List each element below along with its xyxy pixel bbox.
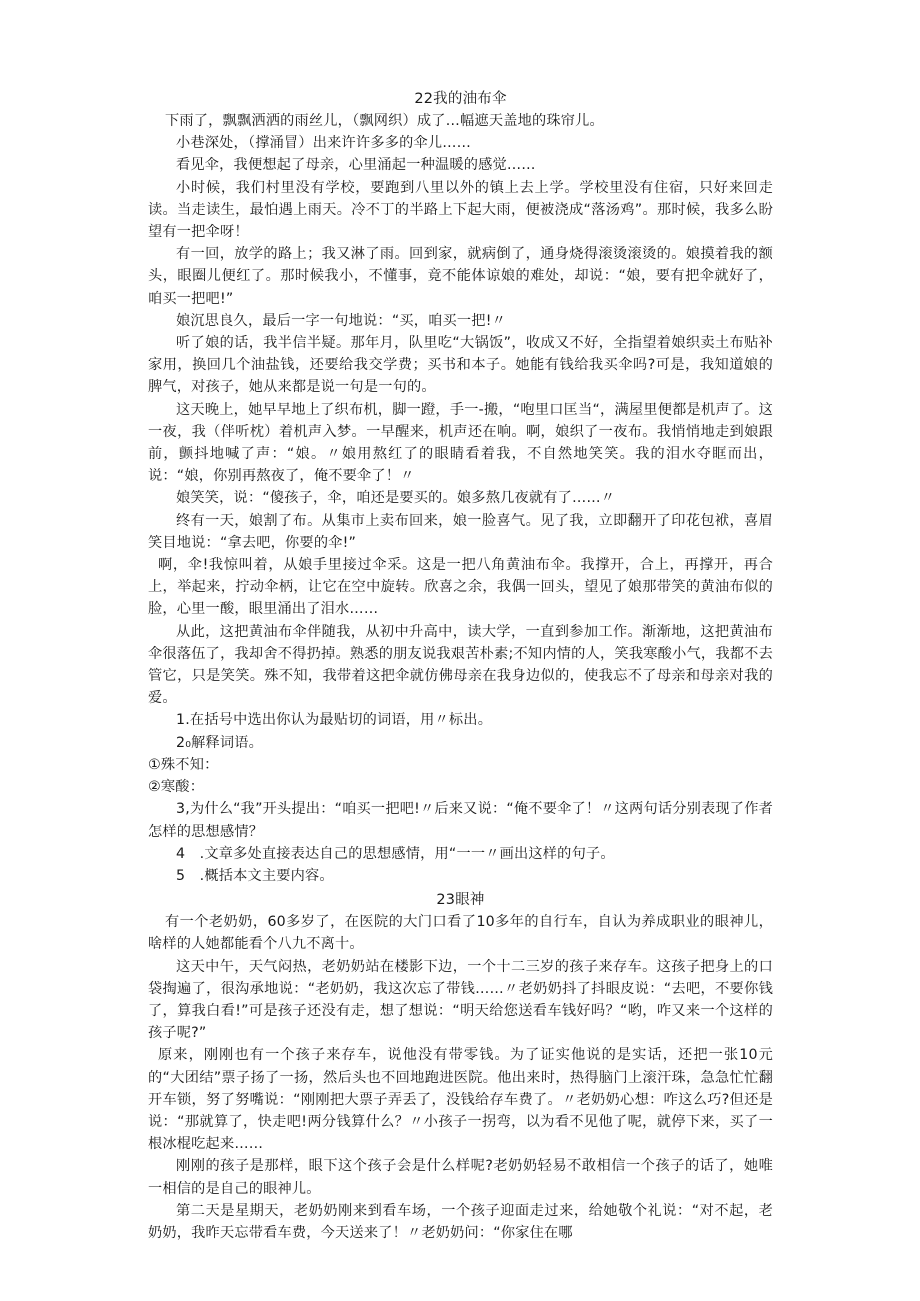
- question-term: ②寒酸：: [148, 779, 205, 796]
- paragraph: 小巷深处，（撑涌冒）出来许许多多的伞儿……: [176, 135, 472, 152]
- paragraph: 看见伞，我便想起了母亲，心里涌起一种温暖的感觉……: [176, 157, 536, 174]
- question: 2₀解释词语。: [176, 734, 264, 751]
- story-title-umbrella: 22我的油布伞: [414, 91, 507, 107]
- paragraph: 有一个老奶奶，60多岁了，在医院的大门口看了10多年的自行车，自认为养成职业的眼神儿，啥样的人她都能看个八九不离十。: [148, 914, 773, 953]
- paragraph: 下雨了，飘飘洒洒的雨丝儿，（飘网织）成了…幅遮天盖地的珠帘儿。: [165, 113, 604, 129]
- document-page: [148, 88, 773, 1244]
- paragraph: 娘沉思良久，最后一字一句地说：“买，咱买一把!〃: [176, 312, 506, 329]
- paragraph: 从此，这把黄油布伞伴随我，从初中升高中，读大学，一直到参加工作。渐渐地，这把黄油布伞很落伍了，我却舍不得扔掉。熟悉的朋友说我艰苦朴素;不知内情的人，笑我寒酸小气，我都不去管它，只是笑笑。殊不知，我带着这把伞就仿佛母亲在我身边似的，使我忘不了母亲和母亲对我的爱。: [148, 623, 773, 707]
- story-title-eyes: 23眼神: [436, 892, 485, 909]
- paragraph: 啊，伞!我惊叫着，从娘手里接过伞采。这是一把八角黄油布伞。我撑开，合上，再撑开，再合上，举起来，拧动伞柄，让它在空中旋转。欣喜之余，我偶一回头，望见了娘那带笑的黄油布似的脸，心里一酸，眼里涌出了泪水……: [148, 557, 773, 618]
- paragraph: 第二天是星期天，老奶奶刚来到看车场，一个孩子迎面走过来，给她敬个礼说：“对不起，老奶奶，我昨天忘带看车费，今天送来了！〃老奶奶问：“你家住在哪: [148, 1202, 773, 1241]
- question: 4 .文章多处直接表达自己的思想感情，用“一一〃画出这样的句子。: [176, 845, 615, 862]
- question: 1.在括号中选出你认为最贴切的词语，用〃标出。: [176, 712, 493, 729]
- paragraph: 这天晚上，她早早地上了织布机，脚一蹬，手一-搬，“咆里口匡当“，满屋里便都是机声了。这一夜，我（伴听枕）着机声入梦。一早醒来，机声还在响。啊，娘织了一夜布。我悄悄地走到娘跟前，颤抖地喊了声：“娘。〃娘用熬红了的眼睛看着我，不自然地笑笑。我的泪水夺眶而出，说：“娘，你别再熬夜了，俺不要伞了！〃: [148, 401, 773, 485]
- question-term: ①殊不知：: [148, 756, 219, 773]
- paragraph: 终有一天，娘割了布。从集市上卖布回来，娘一脸喜气。见了我，立即翻开了印花包袱，喜眉笑目地说：“拿去吧，你要的伞!”: [148, 512, 773, 551]
- paragraph: 原来，刚刚也有一个孩子来存车，说他没有带零钱。为了证实他说的是实话，还把一张10元的“大团结”票子扬了一扬，然后头也不回地跑进医院。他出来时，热得脑门上滚汗珠，急急忙忙翻开车锁，努了努嘴说：“刚刚把大票子弄丢了，没钱给存车费了。〃老奶奶心想：咋这么巧?但还是说：“那就算了，快走吧!两分钱算什么？〃小孩子一拐弯，以为看不见他了呢，就停下来，买了一根冰棍吃起来……: [148, 1047, 773, 1153]
- paragraph: 娘笑笑，说：“傻孩子，伞，咱还是要买的。娘多熬几夜就有了……〃: [176, 490, 616, 507]
- question: 3,为什么“我”开头提出：“咱买一把吧!〃后来又说：“俺不要伞了！〃这两句话分别表现了作者怎样的思想感情？: [148, 801, 773, 840]
- question: 5 .概括本文主要内容。: [176, 867, 334, 884]
- paragraph: 这天中午，天气闷热，老奶奶站在楼影下边，一个十二三岁的孩子来存车。这孩子把身上的口袋掏遍了，很沟承地说：“老奶奶，我这次忘了带钱……〃老奶奶抖了抖眼皮说：“去吧，不要你钱了，算我白看!”可是孩子还没有走，想了想说：“明天给您送看车钱好吗？“哟，咋又来一个这样的孩子呢?”: [148, 958, 773, 1042]
- paragraph: 刚刚的孩子是那样，眼下这个孩子会是什么样呢?老奶奶轻易不敢相信一个孩子的话了，她唯一相信的是自己的眼神儿。: [148, 1158, 773, 1197]
- paragraph: 有一回，放学的路上；我又淋了雨。回到家，就病倒了，通身烧得滚烫滚烫的。娘摸着我的额头，眼圈儿便红了。那时候我小，不懂事，竟不能体谅娘的难处，却说：“娘，要有把伞就好了，咱买一把吧!”: [148, 246, 773, 307]
- paragraph: 听了娘的话，我半信半疑。那年月，队里吃“大锅饭”，收成又不好，全指望着娘织卖土布贴补家用，换回几个油盐钱，还要给我交学费；买书和本子。她能有钱给我买伞吗?可是，我知道娘的脾气，对孩子，她从来都是说一句是一句的。: [148, 335, 773, 396]
- paragraph: 小时候，我们村里没有学校，要跑到八里以外的镇上去上学。学校里没有住宿，只好来回走读。当走读生，最怕遇上雨天。冷不丁的半路上下起大雨，便被浇成“落汤鸡”。那时候，我多么盼望有一把伞呀！: [148, 179, 773, 241]
